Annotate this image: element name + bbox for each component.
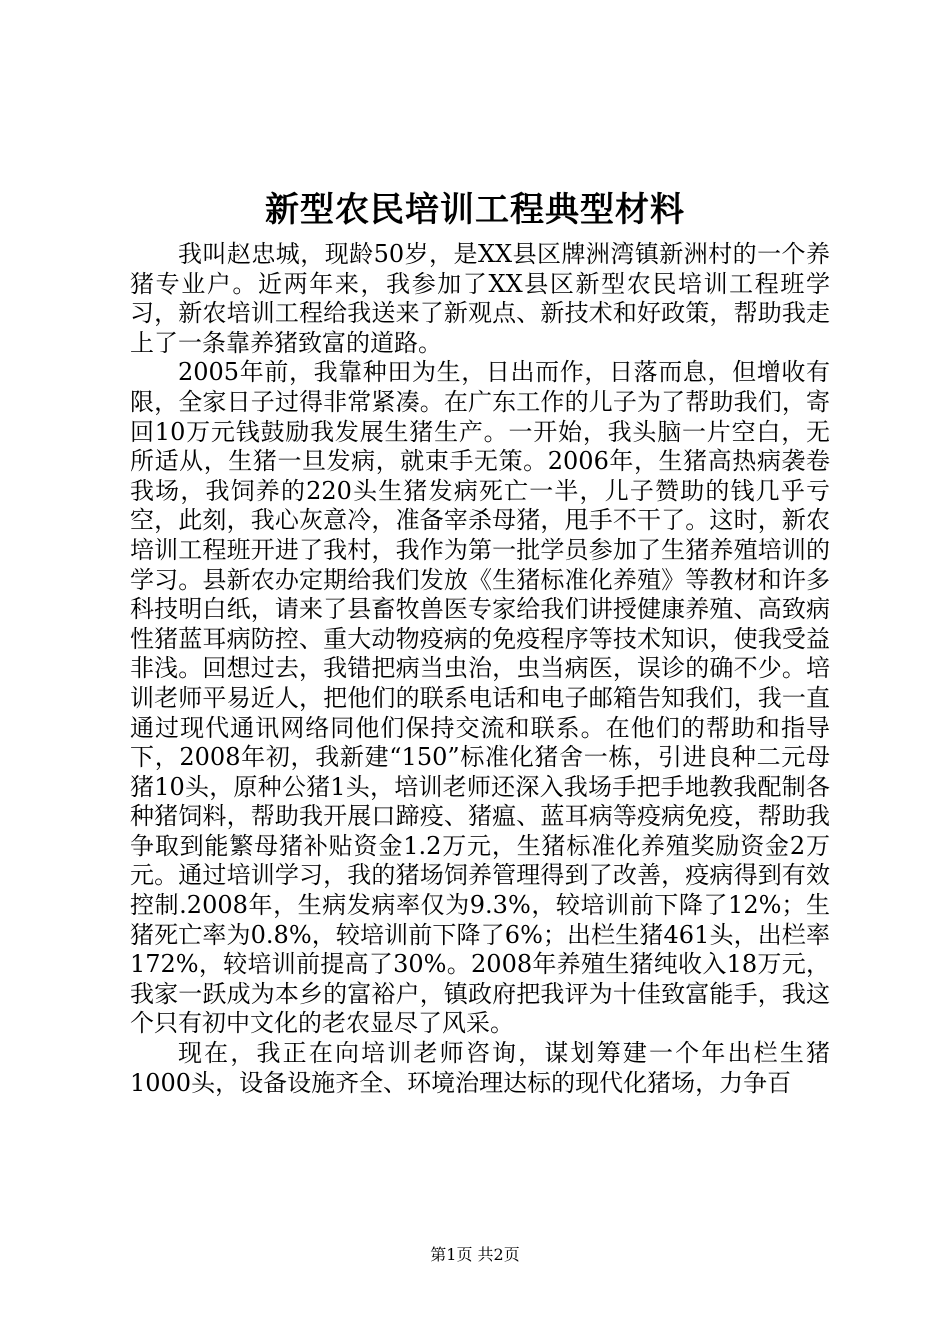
page-footer: 第1页 共2页 xyxy=(430,1245,520,1264)
document-body xyxy=(130,240,830,1098)
paragraph-2: 2005年前，我靠种田为生，日出而作，日落而息，但增收有限，全家日子过得非常紧凑。在广东工作的儿子为了帮助我们，寄回10万元钱鼓励我发展生猪生产。一开始，我头脑一片空白，无所适从，生猪一旦发病，就束手无策。2006年，生猪高热病袭卷我场，我饲养的220头生猪发病死亡一半，儿子赞助的钱几乎亏空，此刻，我心灰意冷，准备宰杀母猪，甩手不干了。这时，新农培训工程班开进了我村，我作为第一批学员参加了生猪养殖培训的学习。县新农办定期给我们发放《生猪标准化养殖》等教材和许多科技明白纸，请来了县畜牧兽医专家给我们讲授健康养殖、高致病性猪蓝耳病防控、重大动物疫病的免疫程序等技术知识，使我受益非浅。回想过去，我错把病当虫治，虫当病医，误诊的确不少。培训老师平易近人，把他们的联系电话和电子邮箱告知我们，我一直通过现代通讯网络同他们保持交流和联系。在他们的帮助和指导下，2008年初，我新建“150”标准化猪舍一栋，引进良种二元母猪10头，原种公猪1头，培训老师还深入我场手把手地教我配制各种猪饲料，帮助我开展口蹄疫、猪瘟、蓝耳病等疫病免疫，帮助我争取到能繁母猪补贴资金1.2万元，生猪标准化养殖奖励资金2万元。通过培训学习，我的猪场饲养管理得到了改善，疫病得到有效控制.2008年，生病发病率仅为9.3%，较培训前下降了12%；生猪死亡率为0.8%，较培训前下降了6%；出栏生猪461头，出栏率172%，较培训前提高了30%。2008年养殖生猪纯收入18万元，我家一跃成为本乡的富裕户，镇政府把我评为十佳致富能手，我这个只有初中文化的老农显尽了风采。 xyxy=(130,358,830,1038)
paragraph-3: 现在，我正在向培训老师咨询，谋划筹建一个年出栏生猪1000头，设备设施齐全、环境治理达标的现代化猪场，力争百 xyxy=(130,1039,830,1097)
paragraph-1: 我叫赵忠城，现龄50岁，是XX县区牌洲湾镇新洲村的一个养猪专业户。近两年来，我参加了XX县区新型农民培训工程班学习，新农培训工程给我送来了新观点、新技术和好政策，帮助我走上了一条靠养猪致富的道路。 xyxy=(130,240,830,357)
document-title: 新型农民培训工程典型材料 xyxy=(265,190,685,230)
